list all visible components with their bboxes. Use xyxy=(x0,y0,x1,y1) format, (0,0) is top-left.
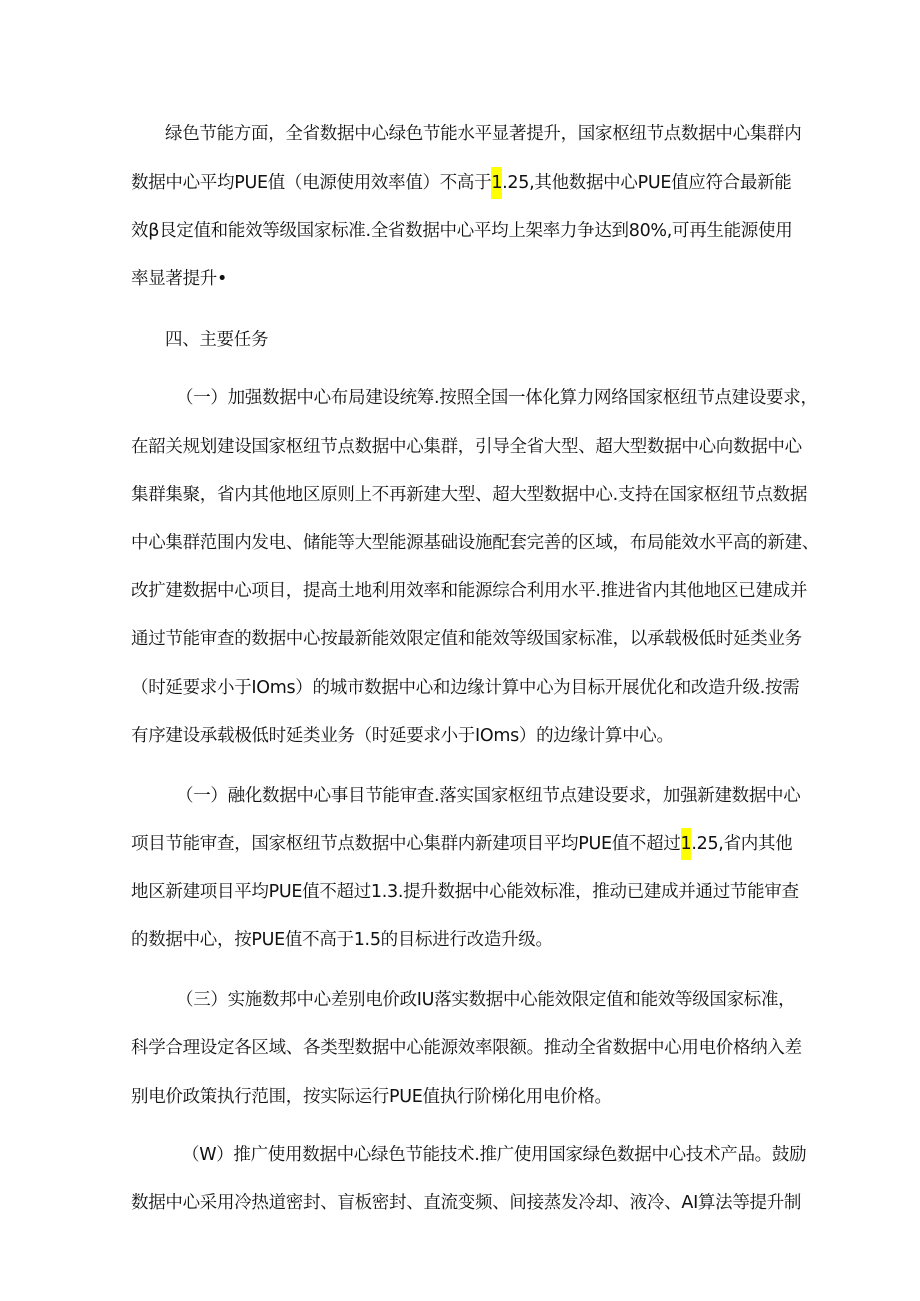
paragraph-3-line-4: 的数据中心，按PUE值不高于1.5的目标进行改造升级。 xyxy=(131,930,553,950)
section-heading: 四、主要任务 xyxy=(165,330,269,350)
paragraph-3-line-3: 地区新建项目平均PUE值不超过1.3.提升数据中心能效标准，推动已建成并通过节能审查 xyxy=(131,882,799,902)
paragraph-2-line-4: 中心集群范围内发电、储能等大型能源基础设施配套完善的区域，布局能效水平高的新建、 xyxy=(131,533,819,553)
paragraph-2-line-6: 通过节能审查的数据中心按最新能效限定值和能效等级国家标准，以承载极低时延类业务 xyxy=(131,629,802,649)
paragraph-5-line-2: 数据中心采用冷热道密封、盲板密封、直流变频、间接蒸发冷却、液冷、AI算法等提升制 xyxy=(131,1193,802,1213)
paragraph-3-line-2-text-cont: .25,省内其他 xyxy=(691,834,793,854)
paragraph-1-line-3: 效β艮定值和能效等级国家标准.全省数据中心平均上架率力争达到80%,可再生能源使用 xyxy=(131,221,793,241)
highlighted-text: 1 xyxy=(491,167,502,199)
paragraph-2-line-3: 集群集聚，省内其他地区原则上不再新建大型、超大型数据中心.支持在国家枢纽节点数据 xyxy=(131,485,808,505)
paragraph-4-line-3: 别电价政策执行范围，按实际运行PUE值执行阶梯化用电价格。 xyxy=(131,1087,612,1107)
paragraph-4-line-2: 科学合理设定各区域、各类型数据中心能源效率限额。推动全省数据中心用电价格纳入差 xyxy=(131,1038,802,1058)
paragraph-5-line-1: （W）推广使用数据中心绿色节能技术.推广使用国家绿色数据中心技术产品。鼓励 xyxy=(182,1145,807,1165)
paragraph-2-line-8: 有序建设承载极低时延类业务（时延要求小于IOms）的边缘计算中心。 xyxy=(131,726,674,746)
paragraph-2-line-1: （一）加强数据中心布局建设统筹.按照全国一体化算力网络国家枢纽节点建设要求， xyxy=(176,388,818,408)
paragraph-1-line-4: 率显著提升• xyxy=(131,269,228,289)
paragraph-1-line-2-text-cont: .25,其他数据中心PUE值应符合最新能 xyxy=(502,173,792,193)
highlighted-text: 1 xyxy=(681,828,692,860)
paragraph-3-line-2-text: 项目节能审查，国家枢纽节点数据中心集群内新建项目平均PUE值不超过 xyxy=(131,834,681,854)
paragraph-1-line-2-text: 数据中心平均PUE值（电源使用效率值）不高于 xyxy=(131,173,492,193)
paragraph-4-line-1: （三）实施数邦中心差别电价政IU落实数据中心能效限定值和能效等级国家标准， xyxy=(176,990,796,1010)
paragraph-1-line-1: 绿色节能方面，全省数据中心绿色节能水平显著提升，国家枢纽节点数据中心集群内 xyxy=(165,124,802,144)
paragraph-3-line-2 xyxy=(131,824,811,864)
paragraph-1-line-2 xyxy=(131,163,811,203)
paragraph-2-line-2: 在韶关规划建设国家枢纽节点数据中心集群，引导全省大型、超大型数据中心向数据中心 xyxy=(131,437,802,457)
paragraph-2-line-5: 改扩建数据中心项目，提高土地利用效率和能源综合利用水平.推进省内其他地区已建成并 xyxy=(131,581,808,601)
paragraph-3-line-1: （一）融化数据中心事目节能审查.落实国家枢纽节点建设要求，加强新建数据中心 xyxy=(176,786,801,806)
paragraph-2-line-7: （时延要求小于IOms）的城市数据中心和边缘计算中心为目标开展优化和改造升级.按需 xyxy=(131,678,800,698)
